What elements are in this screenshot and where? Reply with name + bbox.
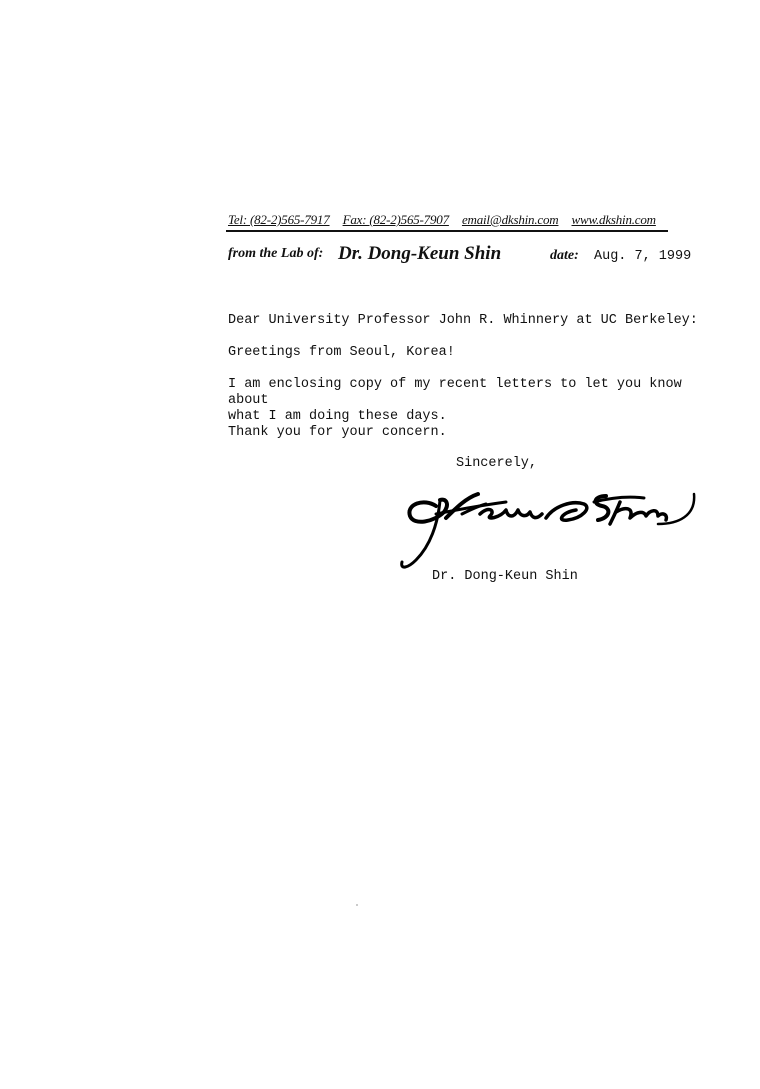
greeting: Greetings from Seoul, Korea! bbox=[228, 345, 455, 360]
date-value: Aug. 7, 1999 bbox=[594, 249, 692, 264]
letterhead-rule bbox=[226, 230, 668, 232]
telephone: Tel: (82-2)565-7917 bbox=[228, 212, 330, 227]
thanks-line: Thank you for your concern. bbox=[228, 425, 447, 440]
sender-name: Dr. Dong-Keun Shin bbox=[338, 243, 502, 264]
body-paragraph: I am enclosing copy of my recent letters to let you know about what I am doing these days. bbox=[228, 377, 682, 424]
scan-speck bbox=[356, 904, 358, 906]
fax: Fax: (82-2)565-7907 bbox=[342, 212, 449, 227]
date-label: date: bbox=[550, 248, 579, 263]
signer-name: Dr. Dong-Keun Shin bbox=[432, 569, 578, 584]
salutation: Dear University Professor John R. Whinnery at UC Berkeley: bbox=[228, 313, 698, 328]
closing: Sincerely, bbox=[456, 456, 538, 471]
handwritten-signature bbox=[396, 484, 706, 580]
from-label: from the Lab of: bbox=[228, 246, 324, 261]
contact-line bbox=[228, 212, 668, 228]
website: www.dkshin.com bbox=[571, 212, 656, 227]
email: email@dkshin.com bbox=[461, 212, 559, 227]
